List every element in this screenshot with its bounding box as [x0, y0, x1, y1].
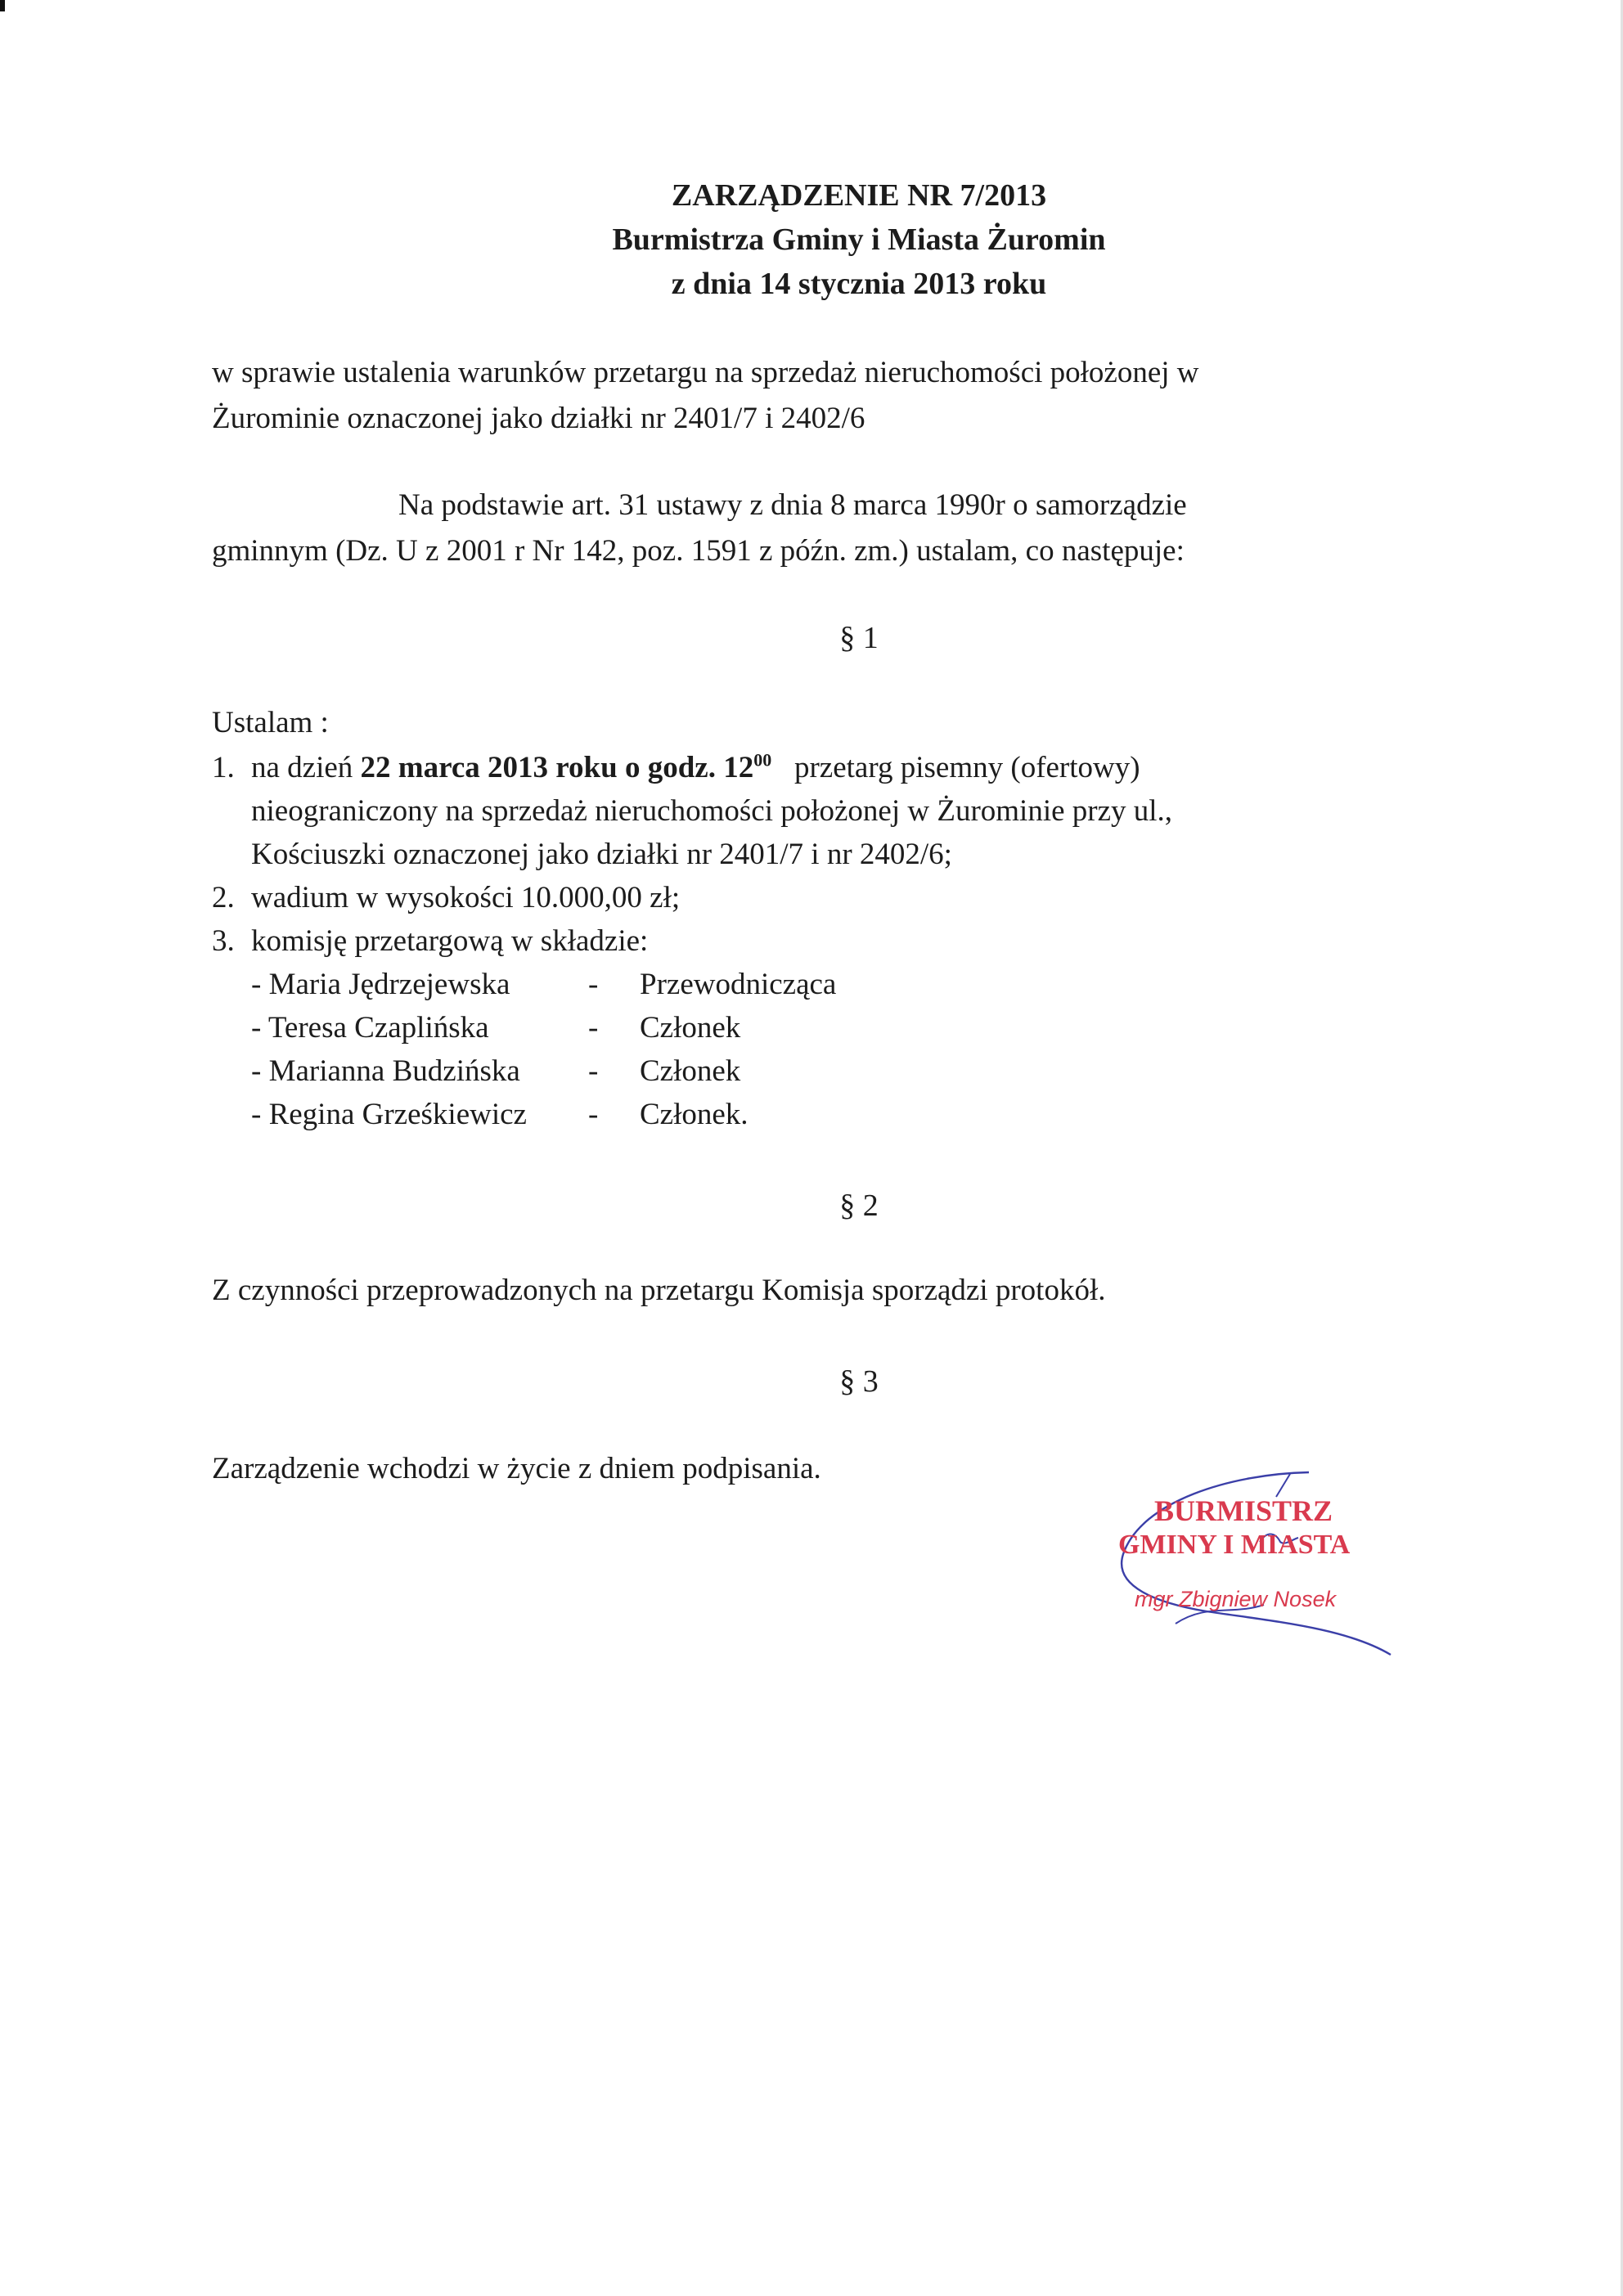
member-dash: -: [588, 1098, 599, 1131]
member-dash: -: [588, 968, 599, 1001]
member-dash: -: [588, 1011, 599, 1045]
section-2-sign: § 2: [839, 1188, 879, 1223]
header-date: z dnia 14 stycznia 2013 roku: [671, 267, 1047, 301]
item-1-rest: przetarg pisemny (ofertowy): [771, 751, 1140, 784]
member-role: Członek.: [640, 1098, 749, 1131]
section-1-intro: Ustalam :: [212, 706, 329, 739]
basis-line-1: Na podstawie art. 31 ustawy z dnia 8 marca 1990r o samorządzie: [398, 488, 1187, 522]
committee-list: [251, 963, 1537, 1136]
item-1-minutes: 00: [753, 749, 772, 771]
member-role: Przewodnicząca: [640, 968, 837, 1001]
item-1-prefix: na dzień: [251, 751, 361, 784]
section-2-text: Z czynności przeprowadzonych na przetargu Komisja sporządzi protokół.: [212, 1274, 1106, 1307]
stamp-office: GMINY I MIASTA: [1118, 1530, 1351, 1560]
subject-line-2: Żurominie oznaczonej jako działki nr 2401/7 i 2402/6: [212, 402, 865, 435]
item-1-line-2: nieograniczony na sprzedaż nieruchomości położonej w Żurominie przy ul.,: [251, 794, 1173, 828]
stamp-title: BURMISTRZ: [1154, 1494, 1333, 1527]
member-name: - Marianna Budzińska: [251, 1054, 520, 1088]
official-stamp: [1108, 1464, 1403, 1660]
committee-member: [251, 963, 1537, 1006]
item-3-text: komisję przetargową w składzie:: [251, 924, 649, 958]
basis-line-2: gminnym (Dz. U z 2001 r Nr 142, poz. 1591 z późn. zm.) ustalam, co następuje:: [212, 534, 1185, 568]
committee-member: [251, 1093, 1537, 1136]
legal-basis-paragraph: [212, 483, 1504, 574]
member-role: Członek: [640, 1054, 741, 1088]
committee-member: [251, 1006, 1537, 1049]
list-item-number: 1.: [212, 751, 235, 784]
list-item-1: [212, 746, 1537, 876]
member-name: - Regina Grześkiewicz: [251, 1098, 527, 1131]
header-title: ZARZĄDZENIE NR 7/2013: [671, 178, 1047, 213]
subject-line-1: w sprawie ustalenia warunków przetargu na sprzedaż nieruchomości położonej w: [212, 356, 1199, 389]
subject-paragraph: [212, 350, 1504, 442]
member-dash: -: [588, 1054, 599, 1088]
section-3-text: Zarządzenie wchodzi w życie z dniem podpisania.: [212, 1452, 821, 1485]
list-item-3: [212, 919, 1537, 963]
item-1-date: 22 marca 2013 roku o godz. 12: [360, 751, 754, 784]
list-item-2: [212, 876, 1537, 919]
list-item-number: 3.: [212, 924, 235, 958]
item-2-text: wadium w wysokości 10.000,00 zł;: [251, 881, 681, 914]
item-1-line-3: Kościuszki oznaczonej jako działki nr 2401/7 i nr 2402/6;: [251, 838, 952, 871]
list-item-number: 2.: [212, 881, 235, 914]
section-3-sign: § 3: [839, 1364, 879, 1399]
scan-mark: [0, 0, 5, 11]
section-1-list: [212, 746, 1537, 1136]
stamp-signatory: mgr Zbigniew Nosek: [1135, 1587, 1337, 1611]
member-name: - Maria Jędrzejewska: [251, 968, 510, 1001]
document-header: [0, 173, 1623, 306]
member-name: - Teresa Czaplińska: [251, 1011, 489, 1045]
committee-member: [251, 1049, 1537, 1093]
header-issuer: Burmistrza Gminy i Miasta Żuromin: [612, 222, 1106, 257]
member-role: Członek: [640, 1011, 741, 1045]
section-1-sign: § 1: [839, 621, 879, 655]
